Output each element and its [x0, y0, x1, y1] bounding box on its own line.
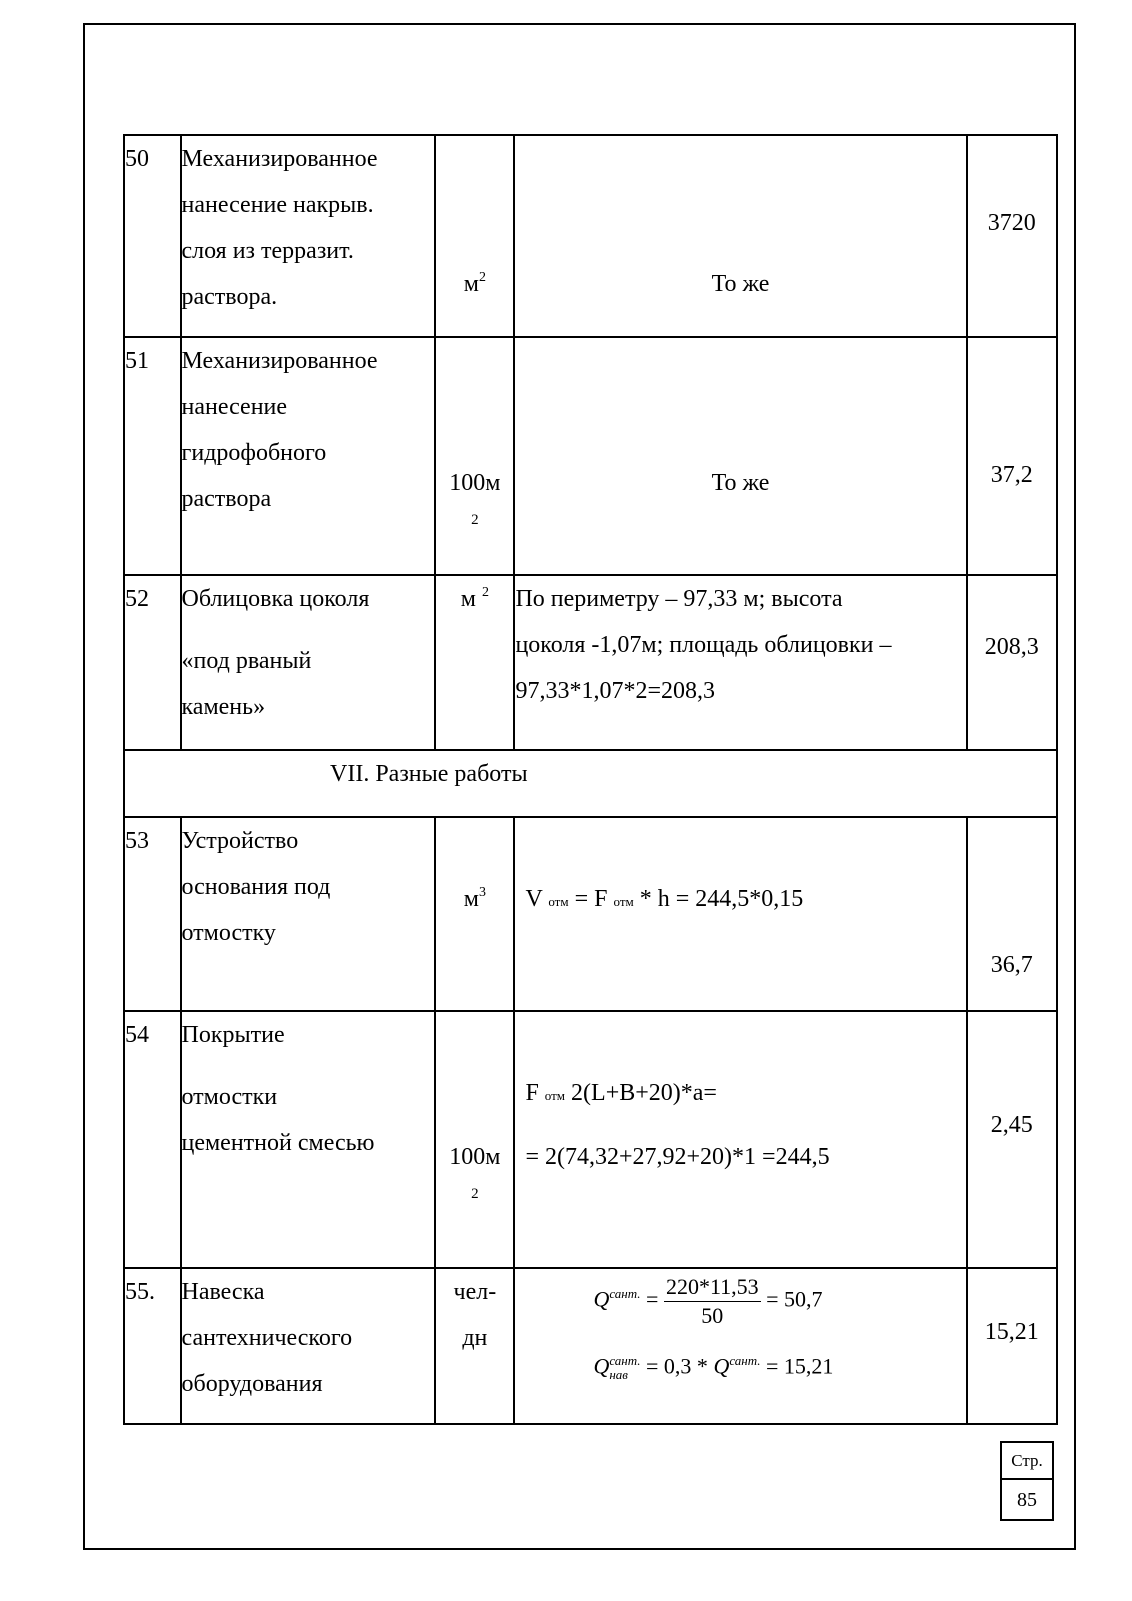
- formula-line-2: [593, 1347, 833, 1382]
- formula-fraction: [664, 1273, 761, 1330]
- quantity-value: 36,7: [990, 952, 1033, 978]
- calc-formula: [525, 876, 803, 925]
- calc-text: То же: [711, 271, 770, 297]
- work-name-line: Облицовка цоколя: [181, 586, 370, 612]
- calc-line: 97,33*1,07*2=208,3: [515, 678, 715, 704]
- quantity-value: 208,3: [984, 634, 1039, 660]
- unit-cell: [436, 261, 513, 307]
- work-name-line: цементной смесью: [181, 1130, 375, 1156]
- calc-part: F: [525, 1080, 545, 1106]
- unit-exponent: 2: [481, 585, 489, 600]
- row-number: 54: [125, 1022, 149, 1048]
- formula-symbol: Q: [713, 1353, 730, 1379]
- unit-line: дн: [462, 1325, 488, 1351]
- unit-cell: [436, 576, 513, 622]
- work-name-line: раствора: [181, 486, 272, 512]
- page-label: Стр.: [1000, 1441, 1054, 1480]
- formula-result: = 15,21: [766, 1353, 834, 1379]
- work-name-line: Покрытие: [181, 1022, 285, 1048]
- page-number: 85: [1000, 1480, 1054, 1521]
- calc-subscript: отм: [544, 1088, 566, 1103]
- formula-symbol: Q: [593, 1286, 610, 1312]
- unit-base: м: [460, 586, 476, 612]
- formula-symbol: Q: [593, 1353, 610, 1379]
- formula-superscript: сант.: [609, 1286, 641, 1302]
- work-name-line: гидрофобного: [181, 440, 327, 466]
- calc-line: цоколя -1,07м; площадь облицовки –: [515, 632, 892, 658]
- work-name-line: Устройство: [181, 828, 299, 854]
- work-name-line: сантехнического: [181, 1325, 353, 1351]
- table-row: [124, 1011, 1057, 1268]
- unit-base: м: [463, 886, 479, 912]
- work-name-line: отмостку: [181, 920, 276, 946]
- page-number-box: [1000, 1441, 1054, 1521]
- work-name-line: отмостки: [181, 1084, 278, 1110]
- calc-part: * h = 244,5*0,15: [633, 886, 804, 912]
- unit-exponent: 2: [478, 270, 486, 285]
- work-name-line: слоя из терразит.: [181, 238, 354, 264]
- section-title: VII. Разные работы: [330, 761, 528, 787]
- calc-formula: [525, 1070, 717, 1119]
- work-table: [123, 134, 1058, 1425]
- work-name-line: камень»: [181, 694, 266, 720]
- formula-line-1: [593, 1273, 822, 1330]
- fraction-numerator: 220*11,53: [664, 1273, 761, 1302]
- section-row: [124, 750, 1057, 817]
- table-row: [124, 135, 1057, 337]
- quantity-value: 3720: [987, 210, 1036, 236]
- table-row: [124, 337, 1057, 575]
- work-name-line: Навеска: [181, 1279, 265, 1305]
- quantity-value: 2,45: [990, 1112, 1033, 1138]
- work-name-line: Механизированное: [181, 348, 378, 374]
- formula-superscript: сант.: [729, 1353, 761, 1368]
- table-row: [124, 575, 1057, 750]
- calc-text: То же: [711, 470, 770, 496]
- formula-subscript: нав: [609, 1367, 628, 1383]
- formula-rhs: = 0,3 *: [646, 1353, 714, 1379]
- calc-line: По периметру – 97,33 м; высота: [515, 586, 843, 612]
- unit-base: 100м: [449, 470, 501, 496]
- unit-exponent: 2: [471, 1186, 479, 1202]
- unit-exponent: 3: [478, 885, 486, 900]
- calc-part: 2(L+B+20)*a=: [565, 1080, 717, 1106]
- row-number: 50: [125, 146, 149, 172]
- calc-part: = F: [568, 886, 614, 912]
- row-number: 51: [125, 348, 149, 374]
- work-name-line: основания под: [181, 874, 331, 900]
- work-name-line: нанесение: [181, 394, 288, 420]
- row-number: 53: [125, 828, 149, 854]
- work-name-line: «под рваный: [181, 648, 312, 674]
- formula-superscript: сант.: [609, 1353, 641, 1369]
- calc-subscript: отм: [548, 894, 569, 909]
- work-name-line: Механизированное: [181, 146, 378, 172]
- table-row: [124, 817, 1057, 1011]
- formula-result: = 50,7: [766, 1286, 823, 1312]
- unit-base: 100м: [449, 1144, 501, 1170]
- calc-subscript: отм: [613, 894, 634, 909]
- unit-cell: [436, 876, 513, 922]
- table-row: [124, 1268, 1057, 1424]
- quantity-value: 15,21: [984, 1319, 1039, 1345]
- row-number: 55.: [125, 1279, 155, 1305]
- calc-line: = 2(74,32+27,92+20)*1 =244,5: [525, 1144, 830, 1170]
- fraction-denominator: 50: [701, 1303, 724, 1328]
- work-name-line: раствора.: [181, 284, 278, 310]
- formula-equals: =: [646, 1286, 659, 1312]
- row-number: 52: [125, 586, 149, 612]
- unit-base: м: [463, 271, 479, 297]
- calc-part: V: [525, 886, 543, 912]
- quantity-value: 37,2: [990, 462, 1033, 488]
- unit-exponent: 2: [471, 512, 479, 528]
- unit-line: чел-: [453, 1279, 497, 1305]
- work-name-line: оборудования: [181, 1371, 323, 1397]
- work-name-line: нанесение накрыв.: [181, 192, 374, 218]
